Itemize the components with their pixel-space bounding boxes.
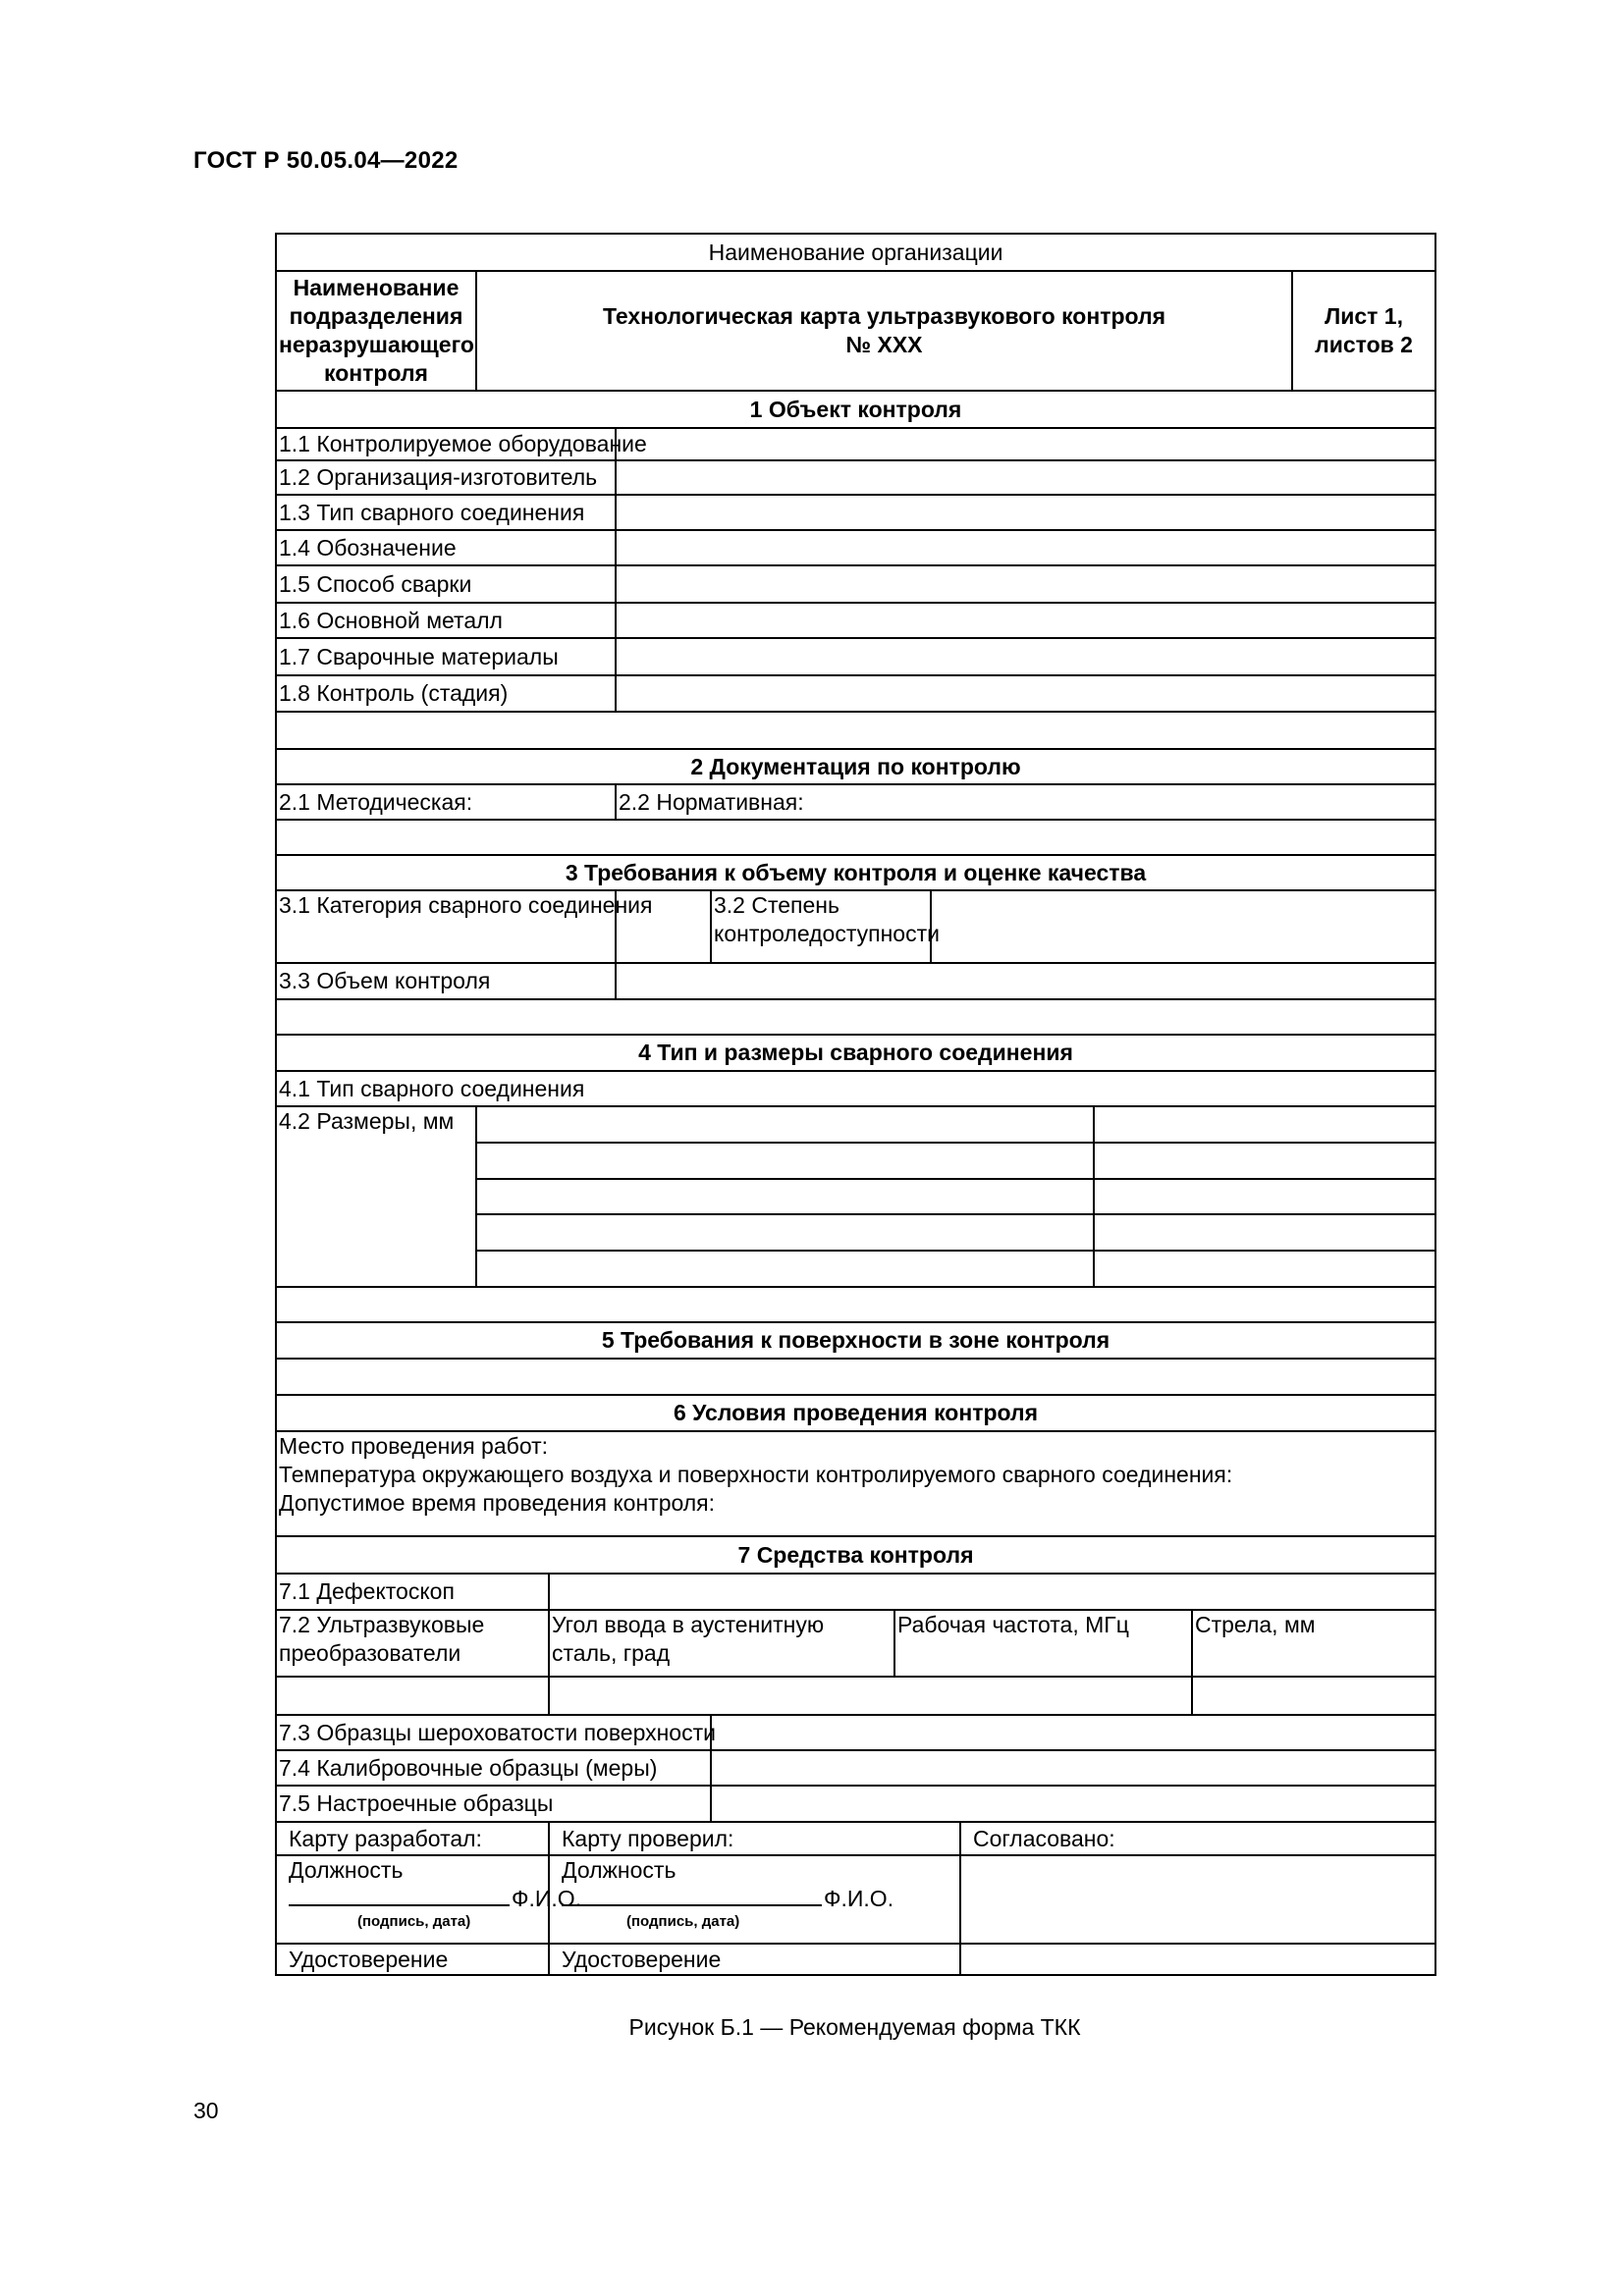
checker-fio-label: Ф.И.О. [824,1886,894,1911]
weld-type-label: 4.1 Тип сварного соединения [276,1071,1435,1106]
size-value[interactable] [1094,1106,1435,1143]
frequency-header: Рабочая частота, МГц [894,1610,1192,1677]
allowed-time-label: Допустимое время проведения контроля: [279,1490,716,1516]
blank-row[interactable] [276,820,1435,855]
object-field-value[interactable] [616,565,1435,603]
sheet-count: листов 2 [1315,332,1413,357]
angle-header [549,1610,894,1677]
size-value[interactable] [1094,1214,1435,1251]
roughness-samples-label: 7.3 Образцы шероховатости поверхности [276,1715,711,1750]
object-field-label: 1.4 Обозначение [276,530,616,565]
object-field-value[interactable] [616,603,1435,638]
boom-header: Стрела, мм [1192,1610,1435,1677]
blank-row[interactable] [276,999,1435,1035]
blank-row[interactable] [276,712,1435,749]
agreement-signature-block[interactable] [960,1855,1435,1944]
volume-label: 3.3 Объем контроля [276,963,616,999]
size-value[interactable] [476,1179,1094,1214]
normative-doc-label: 2.2 Нормативная: [616,784,1435,820]
object-field-value[interactable] [616,638,1435,675]
transducer-value[interactable] [276,1677,549,1715]
calibration-samples-label: 7.4 Калибровочные образцы (меры) [276,1750,711,1786]
checker-signature-line[interactable] [562,1904,822,1906]
flaw-detector-value[interactable] [549,1574,1435,1610]
transducers-label [276,1610,549,1677]
page-number: 30 [193,2098,219,2123]
accessibility-label-line2: контроледоступности [714,921,940,946]
transducers-label-line2: преобразователи [279,1640,461,1666]
object-field-value[interactable] [616,530,1435,565]
size-value[interactable] [476,1214,1094,1251]
developer-signature-block [276,1855,582,1944]
accessibility-label-line1: 3.2 Степень [714,892,839,918]
object-field-label: 1.3 Тип сварного соединения [276,495,616,530]
flaw-detector-label: 7.1 Дефектоскоп [276,1574,549,1610]
size-value[interactable] [1094,1143,1435,1179]
object-field-value[interactable] [616,675,1435,712]
card-title: Технологическая карта ультразвукового контроля [602,303,1166,329]
size-value[interactable] [476,1251,1094,1287]
object-field-label: 1.2 Организация-изготовитель [276,460,616,495]
technological-card-form [275,233,1436,1976]
object-field-label: 1.6 Основной металл [276,603,616,638]
card-title-cell [476,271,1292,391]
calibration-samples-value[interactable] [711,1750,1435,1786]
object-field-label: 1.7 Сварочные материалы [276,638,616,675]
size-value[interactable] [1094,1179,1435,1214]
card-number: № XXX [845,332,923,357]
size-value[interactable] [476,1143,1094,1179]
angle-header-line2: сталь, град [552,1640,671,1666]
size-value[interactable] [1094,1251,1435,1287]
developer-certificate-label: Удостоверение [276,1944,549,1975]
transducers-label-line1: 7.2 Ультразвуковые [279,1612,485,1637]
section-4-title: 4 Тип и размеры сварного соединения [276,1035,1435,1071]
transducer-value[interactable] [549,1677,1192,1715]
checker-position-label: Должность [562,1857,677,1883]
section-3-title: 3 Требования к объему контроля и оценке качества [276,855,1435,890]
transducer-value[interactable] [1192,1677,1435,1715]
object-field-value[interactable] [616,428,1435,460]
object-field-label: 1.5 Способ сварки [276,565,616,603]
weld-category-label: 3.1 Категория сварного соединения [276,890,616,963]
section-5-title: 5 Требования к поверхности в зоне контроля [276,1322,1435,1359]
sizes-label: 4.2 Размеры, мм [276,1106,476,1287]
temperature-label: Температура окружающего воздуха и поверхности контролируемого сварного соединения: [279,1462,1233,1487]
checked-by-label: Карту проверил: [549,1822,960,1855]
setup-samples-value[interactable] [711,1786,1435,1822]
agreed-label: Согласовано: [960,1822,1435,1855]
angle-header-line1: Угол ввода в аустенитную [552,1612,825,1637]
method-doc-label: 2.1 Методическая: [276,784,616,820]
developed-by-label: Карту разработал: [276,1822,549,1855]
accessibility-label [711,890,940,963]
object-field-label: 1.1 Контролируемое оборудование [276,428,616,460]
blank-row[interactable] [276,1287,1435,1322]
setup-samples-label: 7.5 Настроечные образцы [276,1786,711,1822]
object-field-value[interactable] [616,495,1435,530]
section-7-title: 7 Средства контроля [276,1536,1435,1574]
developer-signature-line[interactable] [289,1904,510,1906]
conditions-cell [276,1431,1435,1536]
accessibility-value[interactable] [931,890,1435,963]
checker-certificate-label: Удостоверение [549,1944,960,1975]
document-header: ГОСТ Р 50.05.04—2022 [193,147,459,174]
checker-signature-block [549,1855,960,1944]
work-place-label: Место проведения работ: [279,1433,549,1459]
agreement-certificate-cell[interactable] [960,1944,1435,1975]
developer-fio-label: Ф.И.О. [512,1886,582,1911]
organization-name-cell: Наименование организации [276,234,1435,271]
surface-requirements-value[interactable] [276,1359,1435,1395]
division-name-cell: Наименование подразделения неразрушающего контроля [276,271,476,391]
developer-signature-note: (подпись, дата) [357,1913,471,1930]
checker-signature-note: (подпись, дата) [626,1913,740,1930]
roughness-samples-value[interactable] [711,1715,1435,1750]
developer-position-label: Должность [289,1857,404,1883]
size-value[interactable] [476,1106,1094,1143]
sheet-number: Лист 1, [1325,303,1403,329]
section-2-title: 2 Документация по контролю [276,749,1435,784]
object-field-label: 1.8 Контроль (стадия) [276,675,616,712]
section-1-title: 1 Объект контроля [276,391,1435,428]
section-6-title: 6 Условия проведения контроля [276,1395,1435,1431]
object-field-value[interactable] [616,460,1435,495]
sheet-info-cell [1292,271,1435,391]
figure-caption: Рисунок Б.1 — Рекомендуемая форма ТКК [628,2014,1081,2040]
volume-value[interactable] [616,963,1435,999]
